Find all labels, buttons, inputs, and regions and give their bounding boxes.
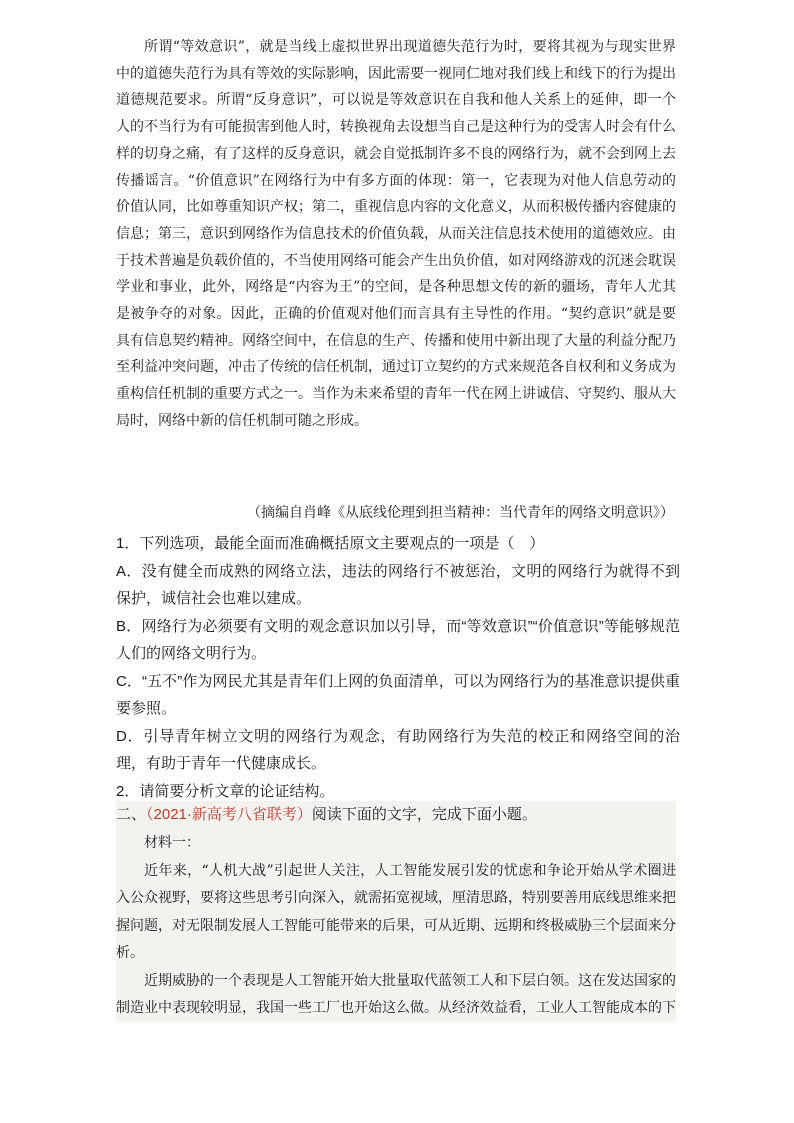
question-1-option-d: D．引导青年树立文明的网络行为观念，有助网络行为失范的校正和网络空间的治理，有助于青年一代健康成长。 [116, 727, 680, 772]
section-2-heading [116, 801, 676, 829]
section-2-instruction: 阅读下面的文字，完成下面小题。 [311, 806, 537, 823]
question-block [116, 530, 680, 805]
question-2-stem: 2．请简要分析文章的论证结构。 [116, 782, 335, 800]
source-citation: （摘编自肖峰《从底线伦理到担当精神：当代青年的网络文明意识》） [247, 505, 674, 521]
material-label: 材料一： [144, 835, 200, 851]
question-1-stem: 1．下列选项，最能全面而准确概括原文主要观点的一项是（ ） [116, 535, 545, 552]
question-1-option-b: B．网络行为必须要有文明的观念意识加以引导，而“等效意识”“价值意识”等能够规范人们的网络文明行为。 [116, 617, 680, 662]
material-paragraph-2: 近期威胁的一个表现是人工智能开始大批量取代蓝领工人和下层白领。这在发达国家的制造业中表现较明显，我国一些工厂也开始这么做。从经济效益看，工业人工智能成本的下 [116, 972, 676, 1016]
question-1-option-c: C．“五不”作为网民尤其是青年们上网的负面清单，可以为网络行为的基准意识提供重要参照。 [116, 672, 680, 717]
article-passage [116, 34, 676, 435]
passage-paragraph: 所谓“等效意识”，就是当线上虚拟世界出现道德失范行为时，要将其视为与现实世界中的道德失范行为具有等效的实际影响，因此需要一视同仁地对我们线上和线下的行为提出道德规范要求。所谓“反身意识”，可以说是等效意识在自我和他人关系上的延伸，即一个人的不当行为有可能损害到他人时，转换视角去设想当自己是这种行为的受害人时会有什么样的切身之痛，有了这样的反身意识，就会自觉抵制许多不良的网络行为，就不会到网上去传播谣言。“价值意识”在网络行为中有多方面的体现：第一，它表现为对他人信息劳动的价值认同，比如尊重知识产权；第二，重视信息内容的文化意义，从而积极传播内容健康的信息；第三，意识到网络作为信息技术的价值负载，从而关注信息技术使用的道德效应。由于技术普遍是负载价值的，不当使用网络可能会产生出负价值，如对网络游戏的沉迷会耽误学业和事业，此外，网络是“内容为王”的空间，是各种思想文传的新的疆场，青年人尤其是被争夺的对象。因此，正确的价值观对他们而言具有主导性的作用。“契约意识”就是要具有信息契约精神。网络空间中，在信息的生产、传播和使用中新出现了大量的利益分配乃至利益冲突问题，冲击了传统的信任机制，通过订立契约的方式来规范各自权利和义务成为重构信任机制的重要方式之一。当作为未来希望的青年一代在网上讲诚信、守契约、服从大局时，网络中新的信任机制可随之形成。 [116, 39, 676, 429]
material-paragraph-1: 近年来，“人机大战”引起世人关注，人工智能发展引发的忧虑和争论开始从学术圈进入公众视野，要将这些思考引向深入，就需拓宽视域，厘清思路，特别要善用底线思维来把握问题，对无限制发展人工智能可能带来的后果，可从近期、远期和终极威胁三个层面来分析。 [116, 862, 676, 961]
section-2-number: 二、 [116, 806, 147, 823]
question-1-option-a: A．没有健全而成熟的网络立法，违法的网络行不被惩治，文明的网络行为就得不到保护，诚信社会也难以建成。 [116, 562, 680, 607]
material-one [116, 830, 676, 1023]
exam-source-tag: （2021·新高考八省联考） [146, 806, 312, 823]
